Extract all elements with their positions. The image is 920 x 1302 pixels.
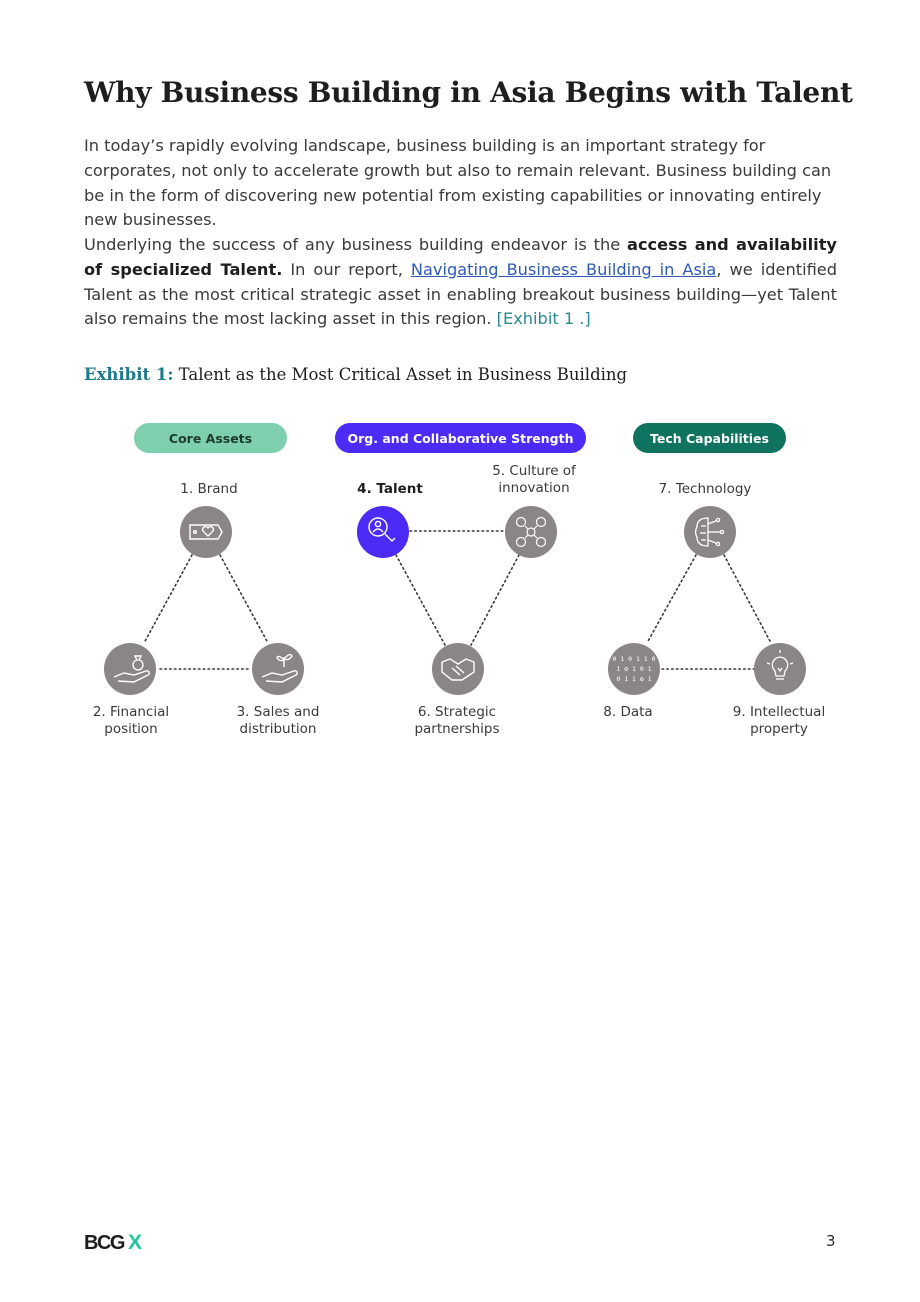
group-pill-org-strength: Org. and Collaborative Strength <box>335 423 586 453</box>
data-node <box>608 643 660 695</box>
connector <box>396 555 445 645</box>
talent-node <box>357 506 409 558</box>
binary-data-icon <box>612 655 655 683</box>
node-label-partnerships-2: partnerships <box>414 721 500 737</box>
node-label-sales-2: distribution <box>239 721 317 737</box>
connector <box>647 555 696 643</box>
report-link[interactable]: Navigating Business Building in Asia <box>410 259 717 279</box>
node-label-ip: 9. Intellectual <box>732 704 826 720</box>
bcgx-logo <box>84 1230 154 1254</box>
node-label-financial: 2. Financial <box>92 704 170 720</box>
group-pill-tech-capabilities: Tech Capabilities <box>633 423 786 453</box>
node-label-partnerships: 6. Strategic <box>417 704 497 720</box>
sales-node <box>252 643 304 695</box>
node-label-financial-2: position <box>104 721 158 737</box>
svg-text:0 1 0 1 1 0: 0 1 0 1 1 0 <box>612 655 656 663</box>
logo-text: BCG <box>84 1232 124 1254</box>
financial-node <box>104 643 156 695</box>
connector <box>144 555 192 643</box>
connector <box>471 555 519 645</box>
technology-node <box>684 506 736 558</box>
paragraph-text: , we identified Talent as the most critical strategic asset in enabling breakout business building—yet Talent also remains the most lacking asset in this region. <box>84 259 838 329</box>
node-label-brand: 1. Brand <box>180 481 238 497</box>
page-number: 3 <box>826 1232 836 1250</box>
node-label-data: 8. Data <box>603 704 653 720</box>
culture-node <box>505 506 557 558</box>
ip-node <box>754 643 806 695</box>
exhibit-label: Exhibit 1: <box>84 365 174 384</box>
node-label-sales: 3. Sales and <box>236 704 320 720</box>
paragraph-text: Underlying the success of any business building endeavor is the <box>84 235 628 254</box>
node-label-culture: 5. Culture of <box>492 463 576 479</box>
svg-text:0 1 1 ⚙ 1: 0 1 1 ⚙ 1 <box>616 675 652 683</box>
node-label-culture-2: innovation <box>498 480 570 496</box>
connector <box>220 555 268 643</box>
intro-paragraph: In today’s rapidly evolving landscape, business building is an important strategy for corporates, not only to accelerate growth but also to remain relevant. Business building can be in the form of discovering new potential from existing capabilities or innovating entirely new businesses. <box>84 136 832 230</box>
logo-mark: X <box>128 1231 143 1254</box>
emphasis-text: access and availability of specialized Talent. <box>84 235 837 279</box>
node-label-ip-2: property <box>750 721 808 737</box>
node-label-talent: 4. Talent <box>357 481 423 497</box>
partnerships-node <box>432 643 484 695</box>
paragraph-text: In our report, <box>282 259 411 279</box>
exhibit-title: Talent as the Most Critical Asset in Business Building <box>173 365 628 384</box>
group-pill-core-assets: Core Assets <box>134 423 287 453</box>
page-title: Why Business Building in Asia Begins with Talent <box>84 76 853 109</box>
connector <box>724 555 771 643</box>
brand-node <box>180 506 232 558</box>
svg-text:1 ⚙ 1 0 1: 1 ⚙ 1 0 1 <box>616 665 652 673</box>
exhibit-reference: [Exhibit 1 .] <box>496 309 591 329</box>
node-label-technology: 7. Technology <box>658 481 752 497</box>
